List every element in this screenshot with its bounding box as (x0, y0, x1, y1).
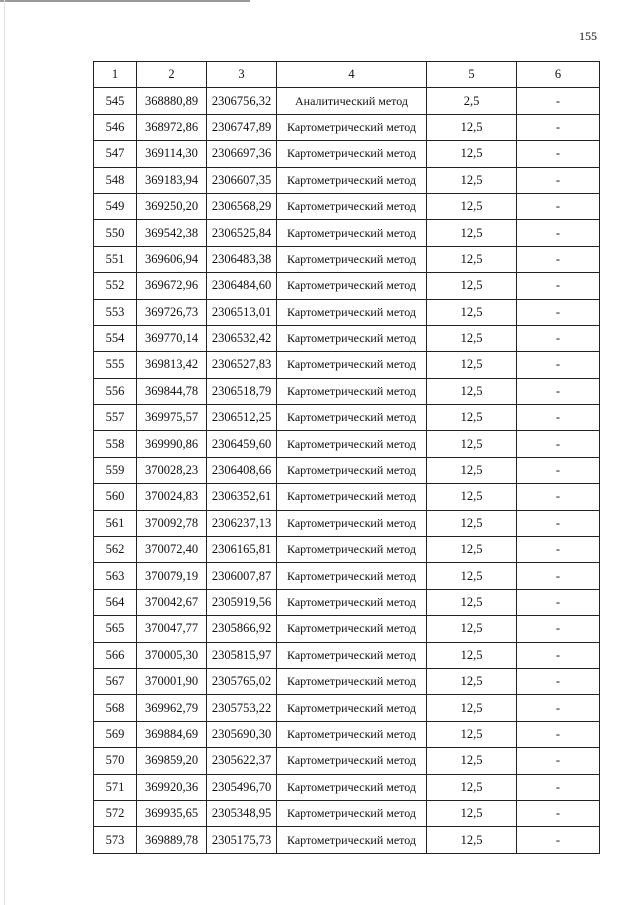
point-number-cell: 565 (94, 616, 137, 642)
note-cell: - (517, 537, 600, 563)
y-coordinate-cell: 2305919,56 (207, 589, 277, 615)
x-coordinate-cell: 369975,57 (137, 405, 207, 431)
x-coordinate-cell: 370001,90 (137, 668, 207, 694)
table-row (94, 220, 600, 246)
y-coordinate-cell: 2305622,37 (207, 748, 277, 774)
page-number: 155 (579, 29, 597, 43)
y-coordinate-cell: 2306484,60 (207, 273, 277, 299)
point-number-cell: 556 (94, 378, 137, 404)
y-coordinate-cell: 2306527,83 (207, 352, 277, 378)
y-coordinate-cell: 2306525,84 (207, 220, 277, 246)
x-coordinate-cell: 369250,20 (137, 193, 207, 219)
point-number-cell: 558 (94, 431, 137, 457)
y-coordinate-cell: 2306165,81 (207, 537, 277, 563)
y-coordinate-cell: 2306513,01 (207, 299, 277, 325)
table-row (94, 748, 600, 774)
note-cell: - (517, 246, 600, 272)
note-cell: - (517, 378, 600, 404)
header-cell-6: 6 (517, 62, 600, 88)
y-coordinate-cell: 2305815,97 (207, 642, 277, 668)
point-number-cell: 551 (94, 246, 137, 272)
x-coordinate-cell: 370028,23 (137, 457, 207, 483)
method-cell: Картометрический метод (277, 642, 427, 668)
y-coordinate-cell: 2306459,60 (207, 431, 277, 457)
y-coordinate-cell: 2306607,35 (207, 167, 277, 193)
accuracy-cell: 12,5 (427, 220, 517, 246)
x-coordinate-cell: 369920,36 (137, 774, 207, 800)
note-cell: - (517, 88, 600, 114)
y-coordinate-cell: 2306747,89 (207, 114, 277, 140)
point-number-cell: 557 (94, 405, 137, 431)
method-cell: Картометрический метод (277, 352, 427, 378)
table-row (94, 510, 600, 536)
header-cell-2: 2 (137, 62, 207, 88)
point-number-cell: 545 (94, 88, 137, 114)
accuracy-cell: 12,5 (427, 695, 517, 721)
accuracy-cell: 12,5 (427, 668, 517, 694)
method-cell: Картометрический метод (277, 748, 427, 774)
method-cell: Картометрический метод (277, 800, 427, 826)
point-number-cell: 554 (94, 325, 137, 351)
point-number-cell: 552 (94, 273, 137, 299)
y-coordinate-cell: 2306352,61 (207, 484, 277, 510)
accuracy-cell: 12,5 (427, 563, 517, 589)
y-coordinate-cell: 2306408,66 (207, 457, 277, 483)
method-cell: Аналитический метод (277, 88, 427, 114)
table-row (94, 193, 600, 219)
point-number-cell: 572 (94, 800, 137, 826)
accuracy-cell: 12,5 (427, 325, 517, 351)
x-coordinate-cell: 370092,78 (137, 510, 207, 536)
y-coordinate-cell: 2306007,87 (207, 563, 277, 589)
accuracy-cell: 12,5 (427, 193, 517, 219)
y-coordinate-cell: 2306483,38 (207, 246, 277, 272)
point-number-cell: 564 (94, 589, 137, 615)
point-number-cell: 555 (94, 352, 137, 378)
accuracy-cell: 12,5 (427, 589, 517, 615)
note-cell: - (517, 827, 600, 853)
table-header (94, 62, 600, 88)
point-number-cell: 553 (94, 299, 137, 325)
note-cell: - (517, 484, 600, 510)
note-cell: - (517, 774, 600, 800)
y-coordinate-cell: 2306512,25 (207, 405, 277, 431)
top-edge-rule (0, 0, 250, 2)
table-row (94, 141, 600, 167)
accuracy-cell: 12,5 (427, 352, 517, 378)
left-edge-rule (4, 0, 5, 905)
x-coordinate-cell: 369606,94 (137, 246, 207, 272)
y-coordinate-cell: 2306756,32 (207, 88, 277, 114)
note-cell: - (517, 510, 600, 536)
accuracy-cell: 12,5 (427, 721, 517, 747)
note-cell: - (517, 220, 600, 246)
table-row (94, 167, 600, 193)
table-row (94, 589, 600, 615)
x-coordinate-cell: 369889,78 (137, 827, 207, 853)
method-cell: Картометрический метод (277, 299, 427, 325)
y-coordinate-cell: 2305348,95 (207, 800, 277, 826)
y-coordinate-cell: 2305496,70 (207, 774, 277, 800)
table-row (94, 378, 600, 404)
table-row (94, 563, 600, 589)
method-cell: Картометрический метод (277, 695, 427, 721)
header-cell-1: 1 (94, 62, 137, 88)
point-number-cell: 573 (94, 827, 137, 853)
note-cell: - (517, 616, 600, 642)
table-row (94, 484, 600, 510)
y-coordinate-cell: 2306532,42 (207, 325, 277, 351)
point-number-cell: 570 (94, 748, 137, 774)
x-coordinate-cell: 370042,67 (137, 589, 207, 615)
method-cell: Картометрический метод (277, 668, 427, 694)
note-cell: - (517, 352, 600, 378)
method-cell: Картометрический метод (277, 405, 427, 431)
accuracy-cell: 12,5 (427, 141, 517, 167)
point-number-cell: 560 (94, 484, 137, 510)
accuracy-cell: 12,5 (427, 774, 517, 800)
table-row (94, 800, 600, 826)
table-row (94, 299, 600, 325)
table-row (94, 616, 600, 642)
method-cell: Картометрический метод (277, 246, 427, 272)
note-cell: - (517, 800, 600, 826)
accuracy-cell: 12,5 (427, 378, 517, 404)
method-cell: Картометрический метод (277, 484, 427, 510)
point-number-cell: 566 (94, 642, 137, 668)
point-number-cell: 549 (94, 193, 137, 219)
note-cell: - (517, 193, 600, 219)
note-cell: - (517, 273, 600, 299)
header-cell-5: 5 (427, 62, 517, 88)
x-coordinate-cell: 369542,38 (137, 220, 207, 246)
note-cell: - (517, 114, 600, 140)
accuracy-cell: 12,5 (427, 616, 517, 642)
table-row (94, 774, 600, 800)
method-cell: Картометрический метод (277, 774, 427, 800)
method-cell: Картометрический метод (277, 589, 427, 615)
x-coordinate-cell: 370024,83 (137, 484, 207, 510)
y-coordinate-cell: 2305690,30 (207, 721, 277, 747)
table-row (94, 114, 600, 140)
table-row (94, 695, 600, 721)
note-cell: - (517, 721, 600, 747)
note-cell: - (517, 405, 600, 431)
method-cell: Картометрический метод (277, 563, 427, 589)
note-cell: - (517, 695, 600, 721)
x-coordinate-cell: 369726,73 (137, 299, 207, 325)
y-coordinate-cell: 2306518,79 (207, 378, 277, 404)
note-cell: - (517, 167, 600, 193)
point-number-cell: 548 (94, 167, 137, 193)
header-cell-3: 3 (207, 62, 277, 88)
header-row (94, 62, 600, 88)
point-number-cell: 571 (94, 774, 137, 800)
accuracy-cell: 12,5 (427, 246, 517, 272)
method-cell: Картометрический метод (277, 220, 427, 246)
accuracy-cell: 12,5 (427, 484, 517, 510)
method-cell: Картометрический метод (277, 273, 427, 299)
x-coordinate-cell: 368880,89 (137, 88, 207, 114)
x-coordinate-cell: 369935,65 (137, 800, 207, 826)
point-number-cell: 546 (94, 114, 137, 140)
note-cell: - (517, 299, 600, 325)
accuracy-cell: 12,5 (427, 537, 517, 563)
note-cell: - (517, 589, 600, 615)
method-cell: Картометрический метод (277, 378, 427, 404)
x-coordinate-cell: 370079,19 (137, 563, 207, 589)
note-cell: - (517, 748, 600, 774)
x-coordinate-cell: 369672,96 (137, 273, 207, 299)
method-cell: Картометрический метод (277, 721, 427, 747)
point-number-cell: 547 (94, 141, 137, 167)
accuracy-cell: 12,5 (427, 510, 517, 536)
x-coordinate-cell: 370072,40 (137, 537, 207, 563)
table-row (94, 88, 600, 114)
method-cell: Картометрический метод (277, 457, 427, 483)
accuracy-cell: 12,5 (427, 827, 517, 853)
method-cell: Картометрический метод (277, 537, 427, 563)
table-row (94, 827, 600, 853)
table-row (94, 457, 600, 483)
coordinates-table (93, 61, 600, 854)
x-coordinate-cell: 369183,94 (137, 167, 207, 193)
accuracy-cell: 12,5 (427, 457, 517, 483)
method-cell: Картометрический метод (277, 510, 427, 536)
point-number-cell: 569 (94, 721, 137, 747)
accuracy-cell: 12,5 (427, 273, 517, 299)
point-number-cell: 567 (94, 668, 137, 694)
point-number-cell: 561 (94, 510, 137, 536)
accuracy-cell: 12,5 (427, 800, 517, 826)
accuracy-cell: 12,5 (427, 114, 517, 140)
table-row (94, 352, 600, 378)
accuracy-cell: 2,5 (427, 88, 517, 114)
y-coordinate-cell: 2305175,73 (207, 827, 277, 853)
x-coordinate-cell: 370047,77 (137, 616, 207, 642)
y-coordinate-cell: 2306697,36 (207, 141, 277, 167)
y-coordinate-cell: 2306568,29 (207, 193, 277, 219)
note-cell: - (517, 563, 600, 589)
note-cell: - (517, 141, 600, 167)
table-row (94, 668, 600, 694)
method-cell: Картометрический метод (277, 325, 427, 351)
method-cell: Картометрический метод (277, 193, 427, 219)
x-coordinate-cell: 369844,78 (137, 378, 207, 404)
x-coordinate-cell: 369813,42 (137, 352, 207, 378)
table-row (94, 405, 600, 431)
point-number-cell: 568 (94, 695, 137, 721)
y-coordinate-cell: 2305753,22 (207, 695, 277, 721)
method-cell: Картометрический метод (277, 167, 427, 193)
table-row (94, 273, 600, 299)
table-row (94, 431, 600, 457)
table-row (94, 537, 600, 563)
table-row (94, 721, 600, 747)
x-coordinate-cell: 369859,20 (137, 748, 207, 774)
table-row (94, 246, 600, 272)
point-number-cell: 559 (94, 457, 137, 483)
accuracy-cell: 12,5 (427, 642, 517, 668)
accuracy-cell: 12,5 (427, 167, 517, 193)
table-body (94, 88, 600, 853)
table-row (94, 325, 600, 351)
accuracy-cell: 12,5 (427, 748, 517, 774)
y-coordinate-cell: 2306237,13 (207, 510, 277, 536)
note-cell: - (517, 642, 600, 668)
y-coordinate-cell: 2305866,92 (207, 616, 277, 642)
method-cell: Картометрический метод (277, 827, 427, 853)
x-coordinate-cell: 369114,30 (137, 141, 207, 167)
x-coordinate-cell: 369884,69 (137, 721, 207, 747)
method-cell: Картометрический метод (277, 616, 427, 642)
method-cell: Картометрический метод (277, 431, 427, 457)
method-cell: Картометрический метод (277, 141, 427, 167)
accuracy-cell: 12,5 (427, 299, 517, 325)
point-number-cell: 562 (94, 537, 137, 563)
note-cell: - (517, 325, 600, 351)
accuracy-cell: 12,5 (427, 405, 517, 431)
note-cell: - (517, 431, 600, 457)
x-coordinate-cell: 369962,79 (137, 695, 207, 721)
point-number-cell: 563 (94, 563, 137, 589)
accuracy-cell: 12,5 (427, 431, 517, 457)
x-coordinate-cell: 369990,86 (137, 431, 207, 457)
point-number-cell: 550 (94, 220, 137, 246)
header-cell-4: 4 (277, 62, 427, 88)
x-coordinate-cell: 370005,30 (137, 642, 207, 668)
table-row (94, 642, 600, 668)
method-cell: Картометрический метод (277, 114, 427, 140)
y-coordinate-cell: 2305765,02 (207, 668, 277, 694)
x-coordinate-cell: 368972,86 (137, 114, 207, 140)
note-cell: - (517, 668, 600, 694)
note-cell: - (517, 457, 600, 483)
x-coordinate-cell: 369770,14 (137, 325, 207, 351)
